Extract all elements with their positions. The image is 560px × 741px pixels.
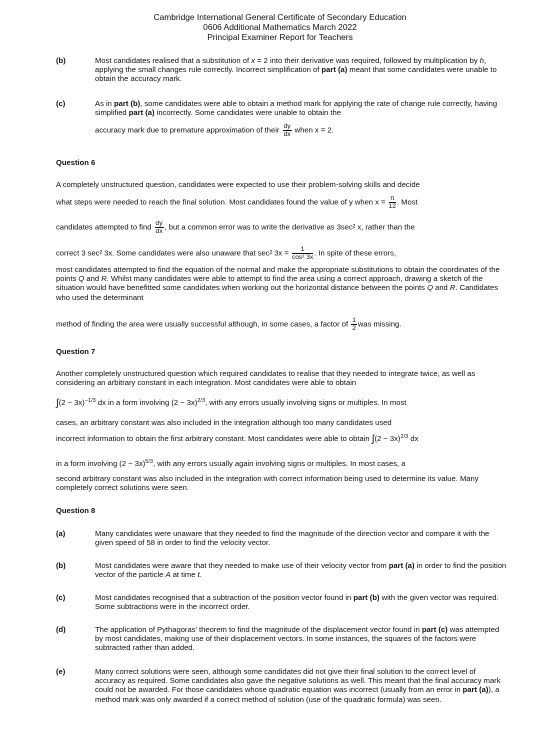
q8c-text: Most candidates recognised that a subtraction of the position vector found in part (b) with the given vector was required. Some subtractions were in the incorrect order. (95, 593, 499, 612)
q6-paragraph: most candidates attempted to find the equation of the normal and make the appropriate substitutions to obtain the coordinates of the points Q and R. Whilst many candidates were able to attempt to find the area using a correct approach, drawing a sketch of the situation would have benefitted some candidates when working out the horizontal distance between the points Q and R. Candidates who used the determinant (56, 265, 500, 302)
q8a-label: (a) (56, 529, 66, 538)
q6-line-4: correct 3 sec² 3x. Some candidates were also unaware that sec² 3x = $\frac{1}{\text{cos² 3x}}$ . In spite of these errors, (56, 246, 397, 261)
q5c-text-cont: accuracy mark due to premature approximation of their $\frac{dy}{dx}$ when x = 2. (95, 123, 334, 138)
header-line-3: Principal Examiner Report for Teachers (207, 32, 353, 42)
q6-line-2: what steps were needed to reach the final solution. Most candidates found the value of y when x = $\frac{\pi}{12}$ . Most (56, 195, 418, 210)
integral-sign-2: ∫ (371, 434, 375, 445)
q6-line-1: A completely unstructured question, candidates were expected to use their problem-solving skills and decide (56, 180, 420, 189)
q8d-label: (d) (56, 625, 66, 634)
q8d-text: The application of Pythagoras' theorem to find the magnitude of the displacement vector found in part (c) was attempted by most candidates, making use of their displacement vectors. In some instances, the squares of the factors were subtracted rather than added. (95, 625, 500, 653)
q7-heading: Question 7 (56, 347, 96, 356)
one-over-cos2-fraction: $\frac{1}{\text{cos² 3x}}$ (291, 246, 314, 261)
q7-line-2: $\int(2 - 3x)^{-1/3}$ dx in a form involving $(2 - 3x)^{2/3}$, with any errors usually involving signs or multiples. In most (56, 398, 407, 409)
q8a-text: Many candidates were unaware that they needed to find the magnitude of the direction vector and compare it with the given speed of 58 in order to find the velocity vector. (95, 529, 490, 548)
q5b-text: Most candidates realised that a substitution of x = 2 into their derivative was required, followed by multiplication by h, applying the small changes rule correctly. Incorrect simplification of part (a) meant that some candidates were unable to obtain the accuracy mark. (95, 56, 497, 84)
q8b-text: Most candidates were aware that they needed to make use of their velocity vector from part (a) in order to find the position vector of the particle A at time t. (95, 561, 507, 580)
header-line-1: Cambridge International General Certificate of Secondary Education (153, 12, 407, 22)
q5b-label: (b) (56, 56, 66, 65)
integral-sign: ∫ (56, 398, 59, 409)
q7-line-3: cases, an arbitrary constant was also included in the integration although too many candidates used (56, 418, 392, 427)
q7-line-1: Another completely unstructured question which required candidates to realise that they needed to integrate twice, as well as considering an arbitrary constant in each integration. Most candidates were able to obtain (56, 369, 476, 388)
dy-dx-fraction-2: $\frac{dy}{dx}$ (155, 220, 163, 235)
q7-line-5b: second arbitrary constant was also included in the integration with correct information being used to determine its value. Many completely correct solutions were seen. (56, 474, 479, 493)
header-line-2: 0606 Additional Mathematics March 2022 (203, 22, 357, 32)
q8e-label: (e) (56, 667, 66, 676)
half-fraction: $\frac{1}{2}$ (352, 317, 356, 332)
pi-over-12-fraction: $\frac{\pi}{12}$ (388, 195, 396, 210)
q8-heading: Question 8 (56, 506, 96, 515)
dy-dx-fraction: $\frac{dy}{dx}$ (283, 123, 291, 138)
q6-heading: Question 6 (56, 158, 96, 167)
q5c-label: (c) (56, 99, 66, 108)
q7-line-4: incorrect information to obtain the first arbitrary constant. Most candidates were able to obtain $\int(2 - 3x)^{2/3}$ dx (56, 434, 419, 445)
q6-line-3: candidates attempted to find $\frac{dy}{dx}$ , but a common error was to write the derivative as 3sec² x, rather than the (56, 220, 415, 235)
q8b-label: (b) (56, 561, 66, 570)
q8e-text: Many correct solutions were seen, although some candidates did not give their final solution to the correct level of accuracy as required. Some candidates also gave the negative solutions as well. This meant that the final accuracy mark could not be awarded. For those candidates whose quadratic equation was incorrect (usually from an error in part (a)), a method mark was only awarded if a correct method of solution (use of the quadratic formula) was seen. (95, 667, 501, 704)
q7-line-5a: in a form involving $(2 - 3x)^{5/3}$, with any errors usually again involving signs or multiples. In most cases, a (56, 459, 406, 468)
report-header (0, 12, 560, 42)
q5c-text: As in part (b), some candidates were able to obtain a method mark for applying the rate of change rule correctly, having simplified part (a) incorrectly. Some candidates were unable to obtain the (95, 99, 498, 118)
q6-line-6: method of finding the area were usually successful although, in some cases, a factor of $\frac{1}{2}$ was missing. (56, 317, 402, 332)
q8c-label: (c) (56, 593, 66, 602)
